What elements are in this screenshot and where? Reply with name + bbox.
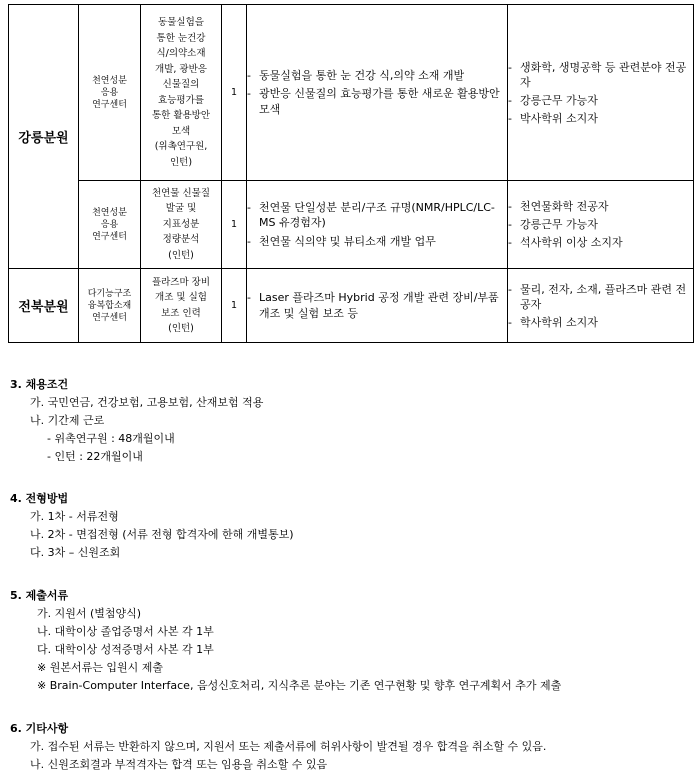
list-item: 나. 대학이상 졸업증명서 사본 각 1부: [37, 625, 214, 638]
job-duties: [247, 181, 508, 269]
section-conditions: [10, 376, 263, 466]
list-item: 가. 1차 - 서류전형: [30, 510, 119, 523]
requirement-item: - 강릉근무 가능자: [508, 93, 598, 107]
branch-name: 전북분원: [9, 269, 79, 343]
section-process: [10, 490, 294, 562]
headcount: 1: [222, 181, 247, 269]
list-item: 다. 대학이상 성적증명서 사본 각 1부: [37, 643, 214, 656]
table-row: [9, 269, 694, 343]
job-title: 천연물 신물질 발굴 및 지표성분 정량분석 (인턴): [141, 181, 222, 269]
branch-name: 강릉분원: [9, 5, 79, 269]
list-item: 나. 기간제 근로: [30, 414, 105, 427]
requirements: [508, 269, 694, 343]
recruitment-table: [8, 4, 694, 343]
list-subitem: - 위촉연구원 : 48개월이내: [47, 432, 175, 445]
list-item: 가. 접수된 서류는 반환하지 않으며, 지원서 또는 제출서류에 허위사항이 발견될 경우 합격을 취소할 수 있음.: [30, 740, 547, 753]
duty-item: - Laser 플라즈마 Hybrid 공정 개발 관련 장비/부품 개조 및 실험 보조 등: [247, 291, 499, 320]
requirements: [508, 5, 694, 181]
list-item: 나. 2차 - 면접전형 (서류 전형 합격자에 한해 개별통보): [30, 528, 294, 541]
section-title: 3. 채용조건: [10, 378, 69, 391]
requirement-item: - 강릉근무 가능자: [508, 218, 598, 231]
note-item: ※ Brain-Computer Interface, 음성신호처리, 지식추론 분야는 기존 연구현황 및 향후 연구계획서 추가 제출: [37, 679, 562, 692]
section-documents: [10, 587, 561, 695]
requirement-item: - 박사학위 소지자: [508, 111, 598, 125]
requirement-item: - 천연물화학 전공자: [508, 200, 609, 213]
headcount: 1: [222, 269, 247, 343]
requirement-item: - 학사학위 소지자: [508, 315, 598, 329]
duty-item: - 광반응 신물질의 효능평가를 통한 새로운 활용방안 모색: [247, 87, 500, 116]
section-title: 5. 제출서류: [10, 589, 69, 602]
list-item: 가. 국민연금, 건강보험, 고용보험, 산재보험 적용: [30, 396, 264, 409]
requirement-item: - 생화학, 생명공학 등 관련분야 전공자: [508, 60, 687, 89]
section-etc: [10, 720, 546, 774]
list-item: 가. 지원서 (별첨양식): [37, 607, 142, 620]
list-item: 다. 3차 – 신원조회: [30, 546, 121, 559]
table-row: [9, 181, 694, 269]
requirement-item: - 물리, 전자, 소재, 플라즈마 관련 전공자: [508, 282, 687, 311]
section-title: 4. 전형방법: [10, 492, 69, 505]
requirements: [508, 181, 694, 269]
note-item: ※ 원본서류는 입원시 제출: [37, 661, 163, 674]
duty-item: - 동물실험을 통한 눈 건강 식,의약 소재 개발: [247, 68, 465, 82]
job-title: 플라즈마 장비 개조 및 실험 보조 인력 (인턴): [141, 269, 222, 343]
headcount: 1: [222, 5, 247, 181]
research-center: 천연성분 응용 연구센터: [79, 181, 141, 269]
duty-item: - 천연물 식의약 및 뷰티소재 개발 업무: [247, 234, 436, 248]
job-duties: [247, 269, 508, 343]
job-title: 동물실험을 통한 눈건강 식/의약소재 개발, 광반응 신물질의 효능평가를 통한 활용방안 모색 (위촉연구원, 인턴): [141, 5, 222, 181]
section-title: 6. 기타사항: [10, 722, 69, 735]
job-duties: [247, 5, 508, 181]
requirement-item: - 석사학위 이상 소지자: [508, 236, 623, 249]
research-center: 다기능구조 융복합소재 연구센터: [79, 269, 141, 343]
list-subitem: - 인턴 : 22개월이내: [47, 450, 143, 463]
list-item: 나. 신원조회결과 부적격자는 합격 또는 임용을 취소할 수 있음: [30, 758, 328, 771]
duty-item: - 천연물 단일성분 분리/구조 규명(NMR/HPLC/LC-MS 유경험자): [247, 200, 495, 230]
research-center: 천연성분 응용 연구센터: [79, 5, 141, 181]
table-row: [9, 5, 694, 181]
